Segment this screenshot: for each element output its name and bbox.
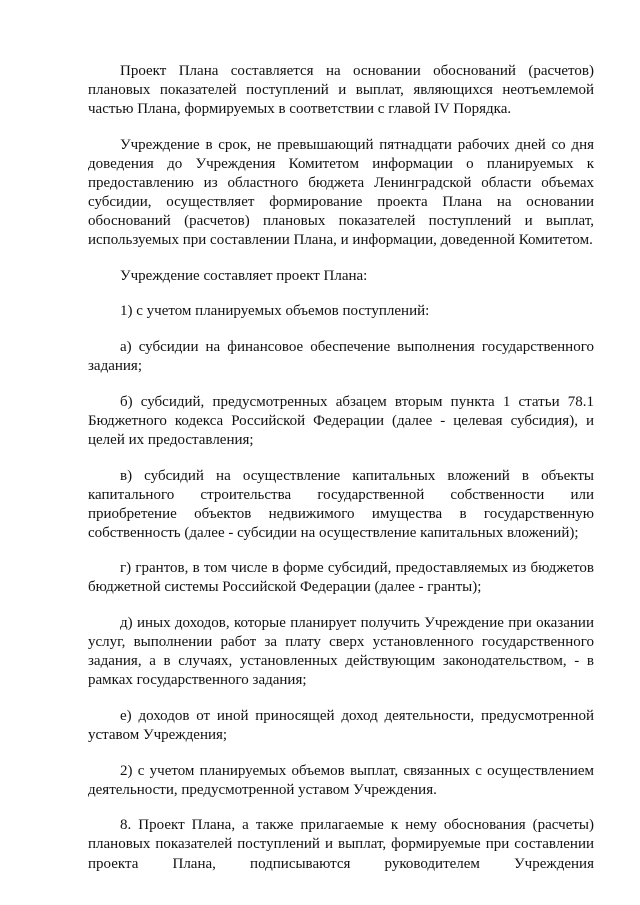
- paragraph-plan-formation-deadline: Учреждение в срок, не превышающий пятнадцати рабочих дней со дня доведения до Учреждения Комитетом информации о планируемых к предоставлению из областного бюджета Ленинградской области объемах субсидии, осуществляет формирование проекта Плана на основании обоснований (расчетов) плановых показателей поступлений и выплат, используемых при составлении Плана, и информации, доведенной Комитетом.: [88, 136, 594, 249]
- paragraph-item-g-grants: г) грантов, в том числе в форме субсидий, предоставляемых из бюджетов бюджетной системы Российской Федерации (далее - гранты);: [88, 560, 594, 596]
- paragraph-item-e-income-activity: е) доходов от иной приносящей доход деятельности, предусмотренной уставом Учреждения;: [88, 707, 594, 744]
- paragraph-item-a-subsidy-state-task: а) субсидии на финансовое обеспечение выполнения государственного задания;: [88, 339, 594, 375]
- paragraph-item-d-other-income: д) иных доходов, которые планирует получить Учреждение при оказании услуг, выполнении работ за плату сверх установленного государственного задания, а в случаях, установленных действующим законодательством, - в рамках государственного задания;: [88, 615, 594, 689]
- paragraph-item-1-receipts: 1) с учетом планируемых объемов поступлений:: [120, 303, 430, 320]
- document-body: [88, 62, 594, 890]
- paragraph-item-v-capital-investment: в) субсидий на осуществление капитальных вложений в объекты капитального строительства государственной собственности или приобретение объектов недвижимого имущества в государственную собственность (далее - субсидии на осуществление капитальных вложений);: [88, 467, 594, 541]
- paragraph-item-2-payments: 2) с учетом планируемых объемов выплат, связанных с осуществлением деятельности, предусмотренной уставом Учреждения.: [88, 762, 594, 798]
- paragraph-plan-draft-basis: Проект Плана составляется на основании обоснований (расчетов) плановых показателей поступлений и выплат, являющихся неотъемлемой частью Плана, формируемых в соответствии с главой IV Порядка.: [88, 63, 594, 118]
- paragraph-item-b-target-subsidy: б) субсидий, предусмотренных абзацем вторым пункта 1 статьи 78.1 Бюджетного кодекса Российской Федерации (далее - целевая субсидия), и целей их предоставления;: [88, 393, 594, 448]
- paragraph-section-8-signing: 8. Проект Плана, а также прилагаемые к нему обоснования (расчеты) плановых показателей поступлений и выплат, формируемые при составлении проекта Плана, подписываются руководителем Учреждения: [88, 817, 594, 872]
- paragraph-plan-compiles: Учреждение составляет проект Плана:: [120, 267, 368, 284]
